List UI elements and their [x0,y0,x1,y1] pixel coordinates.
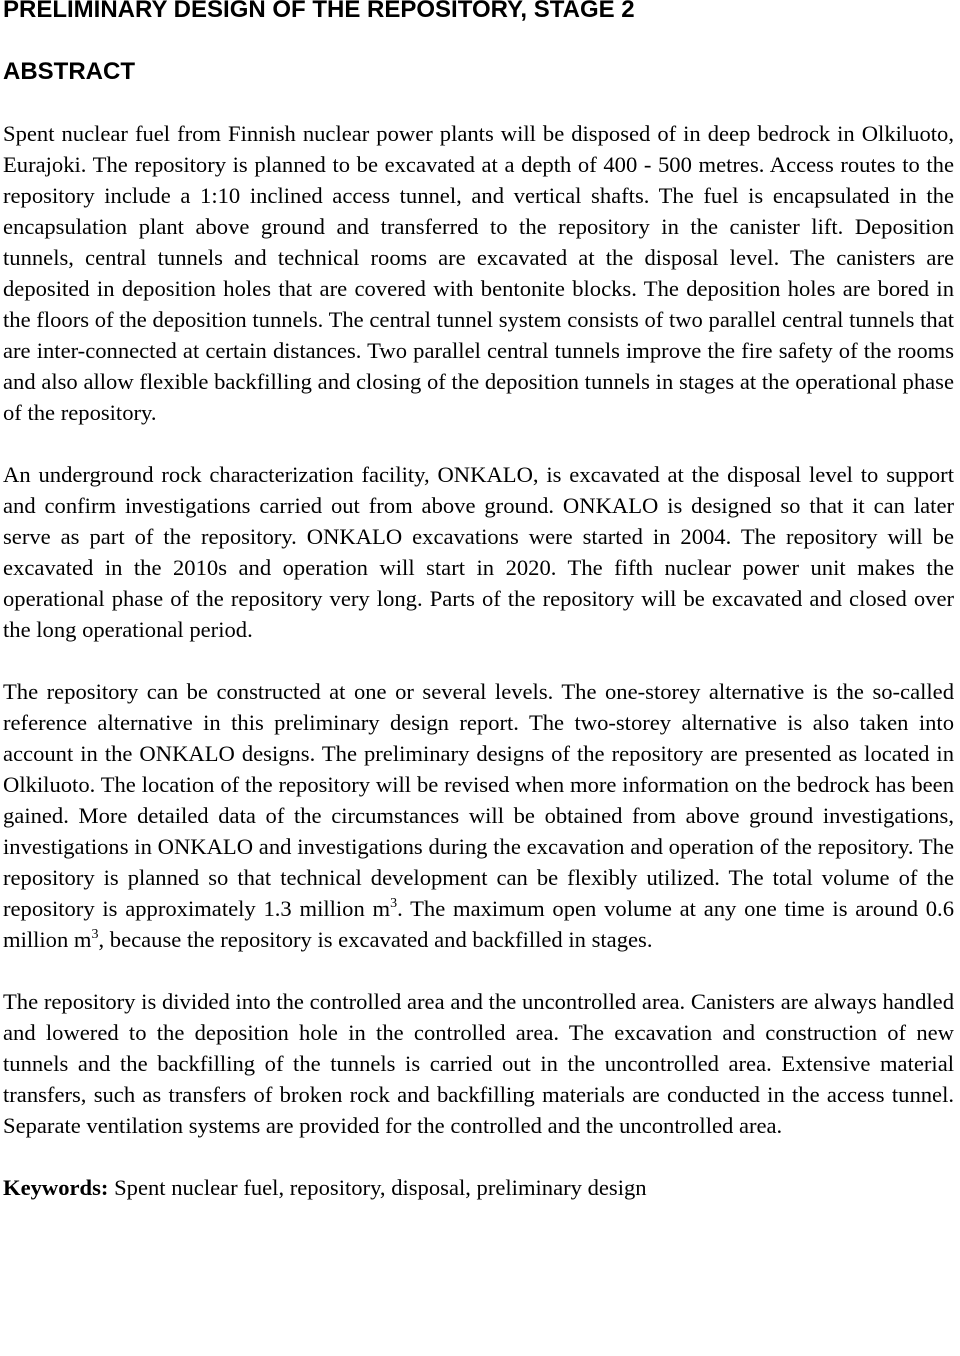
abstract-paragraph-1: Spent nuclear fuel from Finnish nuclear power plants will be disposed of in deep bedrock in Olkiluoto, Eurajoki. The repository is planned to be excavated at a depth of 400 - 500 metres. Access routes to the repository include a 1:10 inclined access tunnel, and vertical shafts. The fuel is encapsulated in the encapsulation plant above ground and transferred to the repository in the canister lift. Deposition tunnels, central tunnels and technical rooms are excavated at the disposal level. The canisters are deposited in deposition holes that are covered with bentonite blocks. The deposition holes are bored in the floors of the deposition tunnels. The central tunnel system consists of two parallel central tunnels that are inter-connected at certain distances. Two parallel central tunnels improve the fire safety of the rooms and also allow flexible backfilling and closing of the deposition tunnels in stages at the operational phase of the repository. [3,121,954,425]
keywords-label: Keywords: [3,1175,109,1200]
keywords-text: Spent nuclear fuel, repository, disposal, preliminary design [108,1175,647,1200]
abstract-paragraph-4: The repository is divided into the controlled area and the uncontrolled area. Canisters are always handled and lowered to the deposition hole in the controlled area. The excavation and construction of new tunnels and the backfilling of the tunnels is carried out in the uncontrolled area. Extensive material transfers, such as transfers of broken rock and backfilling materials are conducted in the access tunnel. Separate ventilation systems are provided for the controlled and the uncontrolled area. [3,989,954,1138]
paragraph-3-text-b: . The maximum open volume at any one time is around 0.6 million m [3,896,955,952]
keywords-line [3,1172,954,1203]
document-title: PRELIMINARY DESIGN OF THE REPOSITORY, STAGE 2 [3,0,635,23]
paragraph-3-text-c: , because the repository is excavated and backfilled in stages. [98,927,653,952]
abstract-paragraph-3 [3,676,954,955]
superscript-cubed: 3 [390,896,398,911]
abstract-heading: ABSTRACT [3,58,135,85]
abstract-body [3,118,954,1234]
superscript-cubed: 3 [91,927,99,942]
abstract-paragraph-2: An underground rock characterization facility, ONKALO, is excavated at the disposal level to support and confirm investigations carried out from above ground. ONKALO is designed so that it can later serve as part of the repository. ONKALO excavations were started in 2004. The repository will be excavated in the 2010s and operation will start in 2020. The fifth nuclear power unit makes the operational phase of the repository very long. Parts of the repository will be excavated and closed over the long operational period. [3,462,954,642]
paragraph-3-text-a: The repository can be constructed at one or several levels. The one-storey alternative is the so-called reference alternative in this preliminary design report. The two-storey alternative is also taken into account in the ONKALO designs. The preliminary designs of the repository are presented as located in Olkiluoto. The location of the repository will be revised when more information on the bedrock has been gained. More detailed data of the circumstances will be obtained from above ground investigations, investigations in ONKALO and investigations during the excavation and operation of the repository. The repository is planned so that technical development can be flexibly utilized. The total volume of the repository is approximately 1.3 million m [3,679,954,921]
